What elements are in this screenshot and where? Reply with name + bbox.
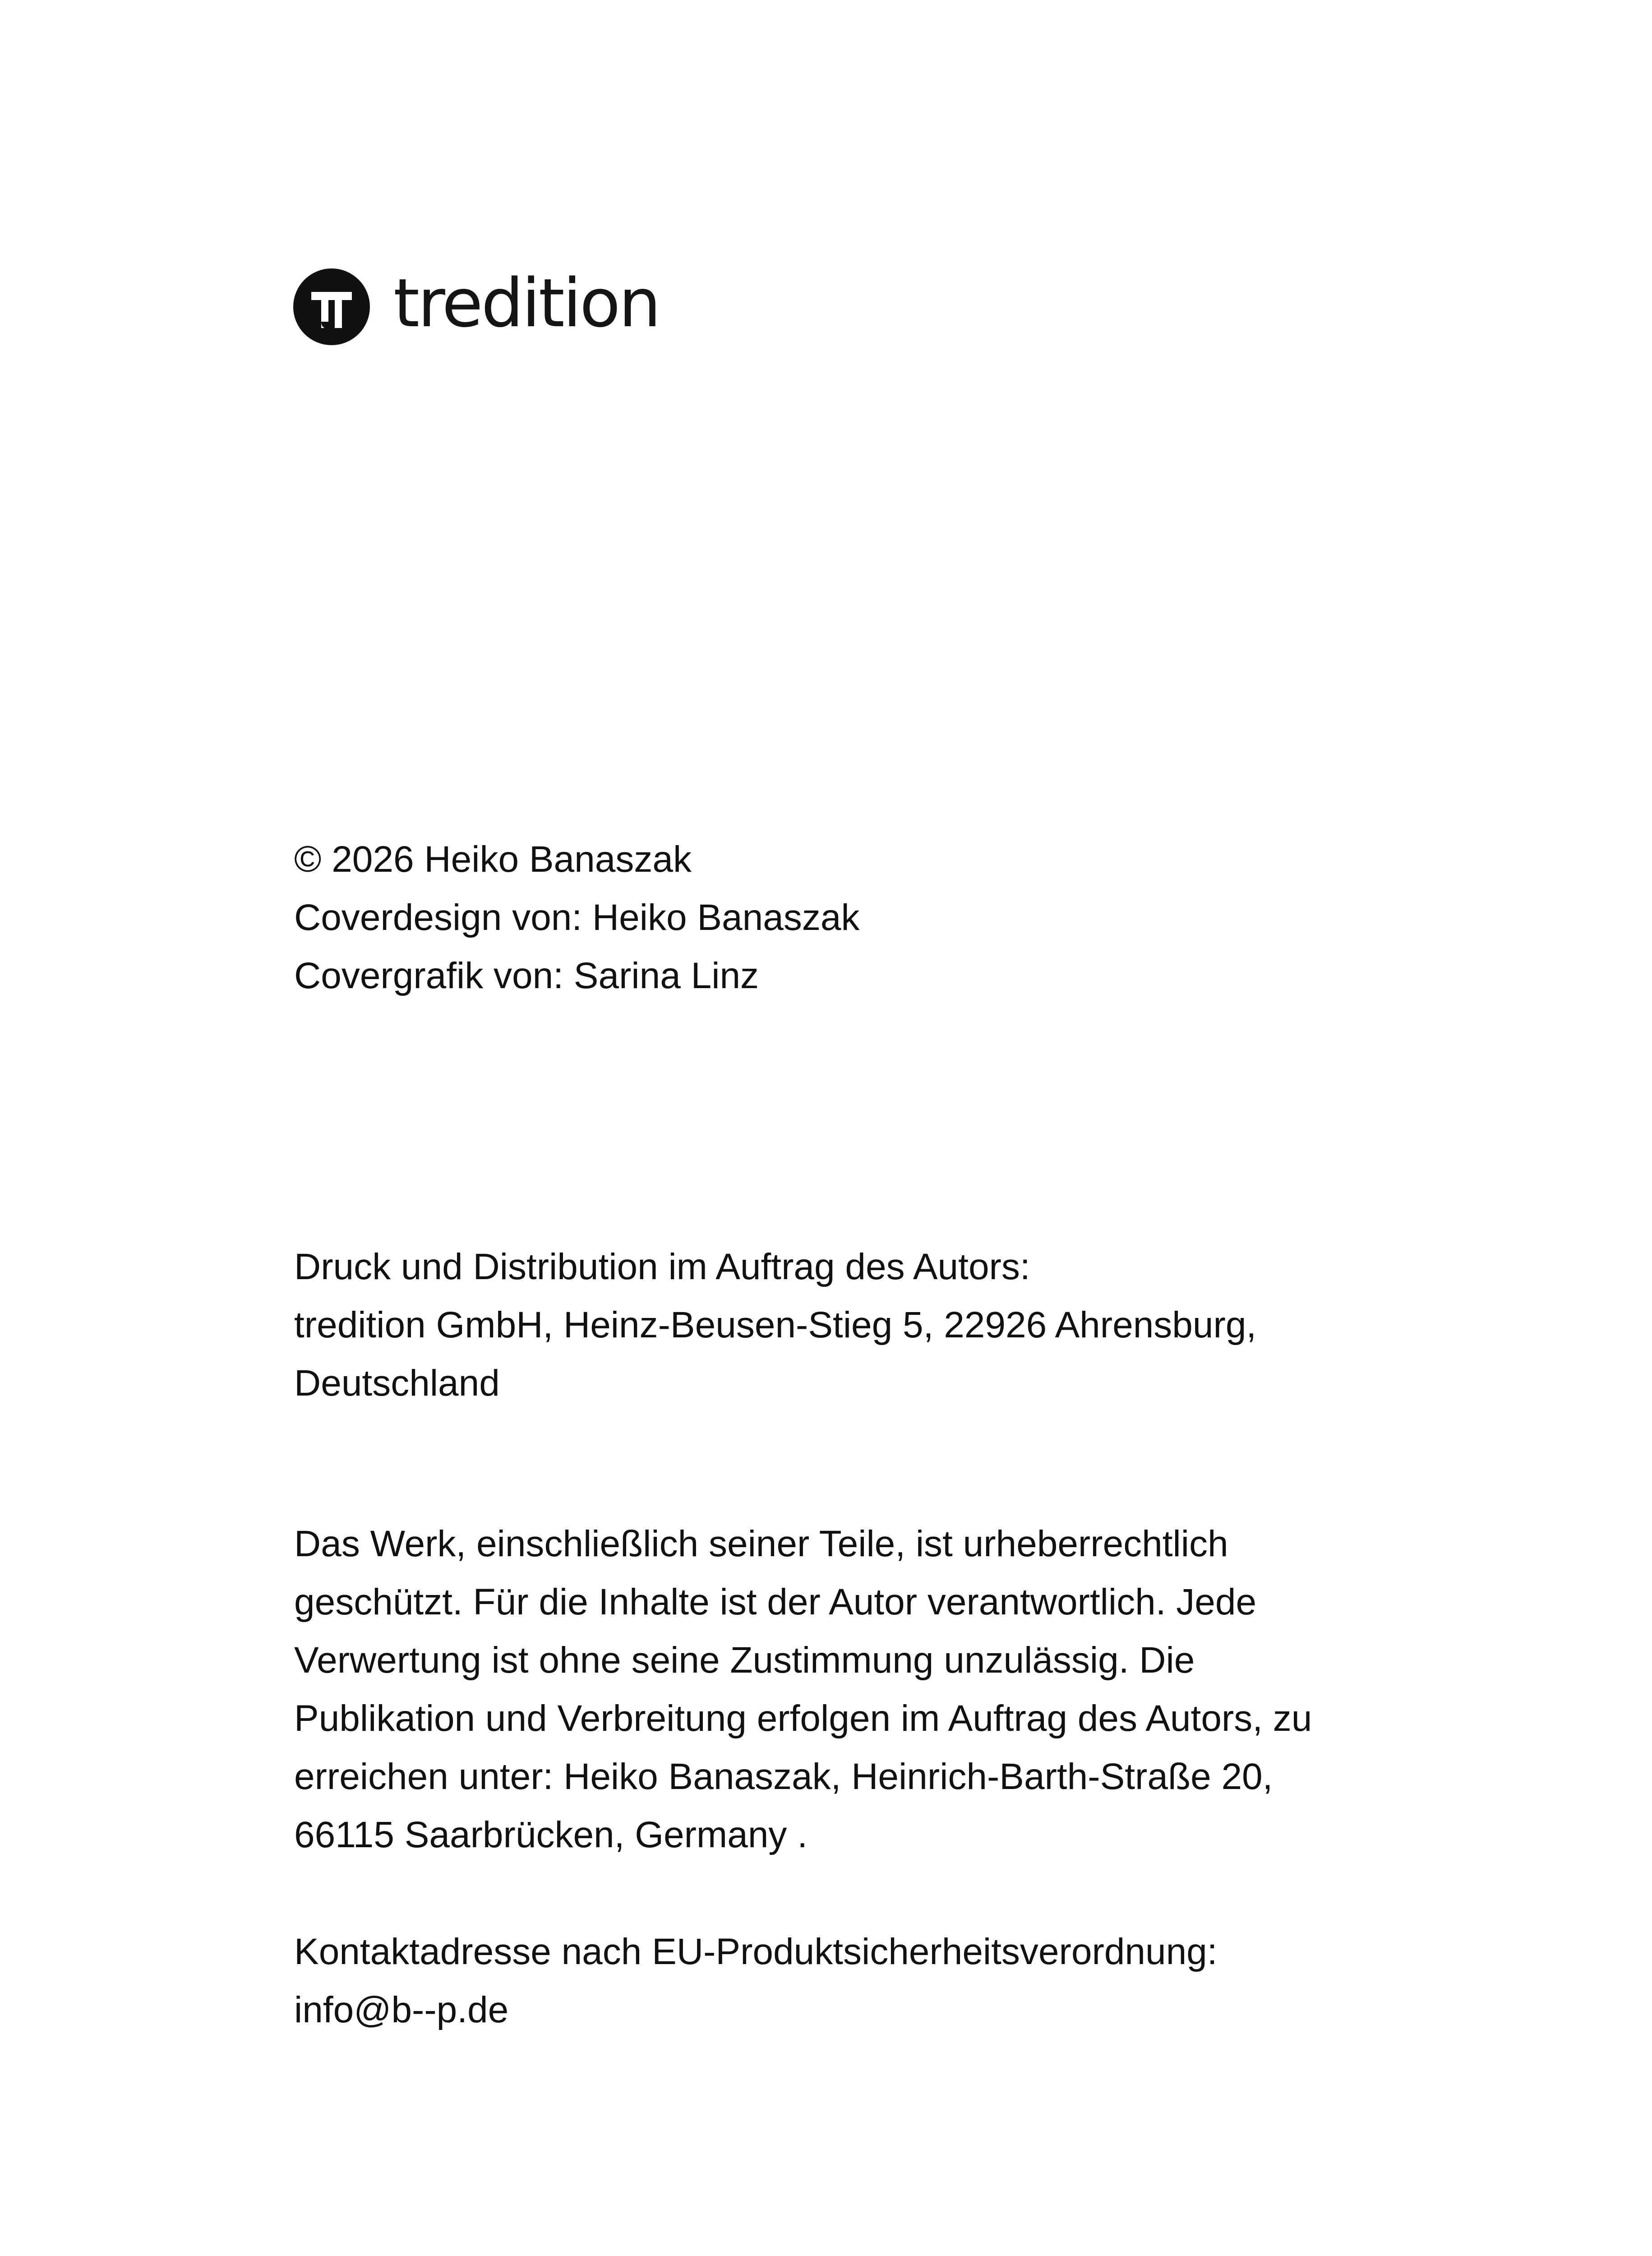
cover-design-line: Coverdesign von: Heiko Banaszak — [294, 897, 860, 938]
tredition-logo-icon — [293, 268, 370, 345]
rights-line: Verwertung ist ohne seine Zustimmung unzulässig. Die — [294, 1640, 1195, 1681]
contact-block — [294, 1923, 1218, 2039]
rights-line: geschützt. Für die Inhalte ist der Autor verantwortlich. Jede — [294, 1581, 1257, 1623]
printing-line: tredition GmbH, Heinz-Beusen-Stieg 5, 22926 Ahrensburg, — [294, 1304, 1257, 1345]
rights-line: Publikation und Verbreitung erfolgen im Auftrag des Autors, zu — [294, 1698, 1312, 1739]
publisher-logo — [293, 264, 660, 345]
rights-line: Das Werk, einschließlich seiner Teile, ist urheberrechtlich — [294, 1523, 1228, 1564]
rights-line: 66115 Saarbrücken, Germany . — [294, 1814, 808, 1855]
credits-block — [294, 830, 859, 1005]
rights-notice — [294, 1515, 1312, 1864]
contact-label: Kontaktadresse nach EU-Produktsicherheitsverordnung: — [294, 1931, 1218, 1972]
copyright-line: © 2026 Heiko Banaszak — [294, 839, 692, 880]
printing-line: Druck und Distribution im Auftrag des Autors: — [294, 1246, 1030, 1287]
printing-block — [294, 1238, 1256, 1412]
printing-line: Deutschland — [294, 1363, 500, 1404]
contact-email: info@b--p.de — [294, 1989, 509, 2030]
rights-line: erreichen unter: Heiko Banaszak, Heinrich-Barth-Straße 20, — [294, 1756, 1273, 1797]
publisher-name: tredition — [393, 264, 660, 342]
cover-graphic-line: Covergrafik von: Sarina Linz — [294, 955, 759, 996]
